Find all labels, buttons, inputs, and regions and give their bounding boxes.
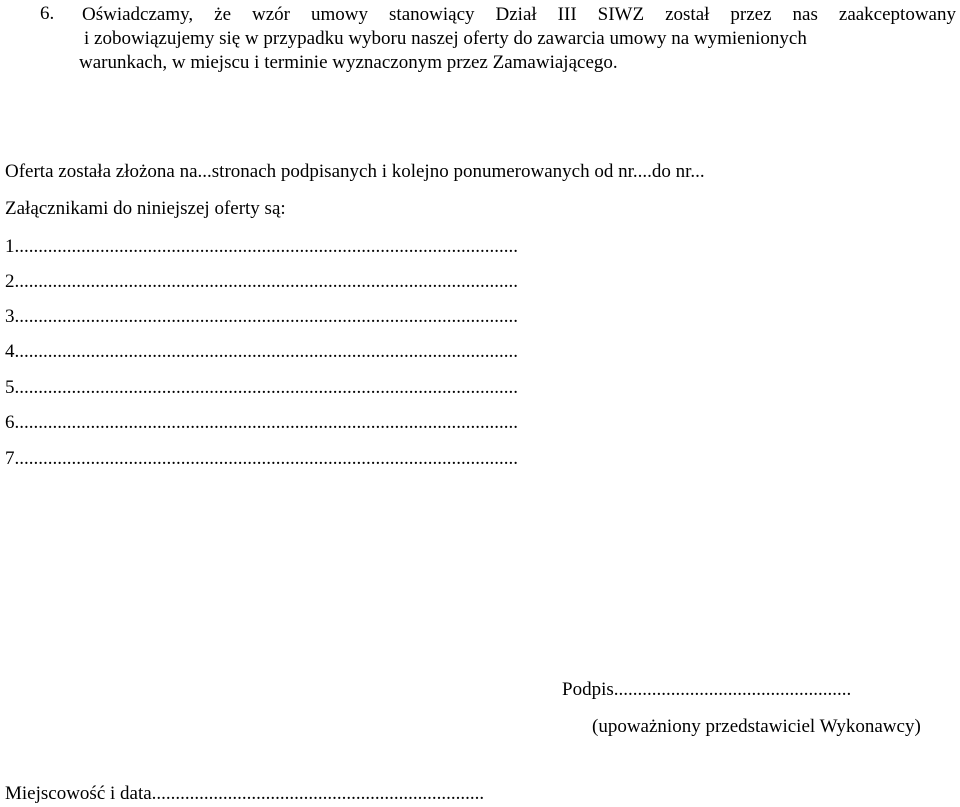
attachment-item-2: 2.......................................................................................................... [5,271,518,292]
attachment-item-4: 4.......................................................................................................... [5,341,518,362]
clause-number: 6. [40,3,55,24]
place-and-date: Miejscowość i data...................................................................... [5,783,485,804]
attachments-heading: Załącznikami do niniejszej oferty są: [5,198,286,219]
offer-pages-statement: Oferta została złożona na...stronach podpisanych i kolejno ponumerowanych od nr....do nr... [5,161,705,182]
clause-line-2: i zobowiązujemy się w przypadku wyboru naszej oferty do zawarcia umowy na wymienionych [84,28,807,49]
attachment-item-7: 7.......................................................................................................... [5,448,518,469]
signature-role: (upoważniony przedstawiciel Wykonawcy) [592,716,921,737]
signature-line: Podpis.................................................. [562,679,852,700]
attachment-item-1: 1.......................................................................................................... [5,236,518,257]
clause-line-1: Oświadczamy, że wzór umowy stanowiący Dział III SIWZ został przez nas zaakceptowany [82,4,956,25]
attachment-item-6: 6.......................................................................................................... [5,412,518,433]
clause-text [79,3,956,75]
attachment-item-3: 3.......................................................................................................... [5,306,518,327]
attachment-item-5: 5.......................................................................................................... [5,377,518,398]
clause-line-3: warunkach, w miejscu i terminie wyznaczonym przez Zamawiającego. [79,52,618,73]
